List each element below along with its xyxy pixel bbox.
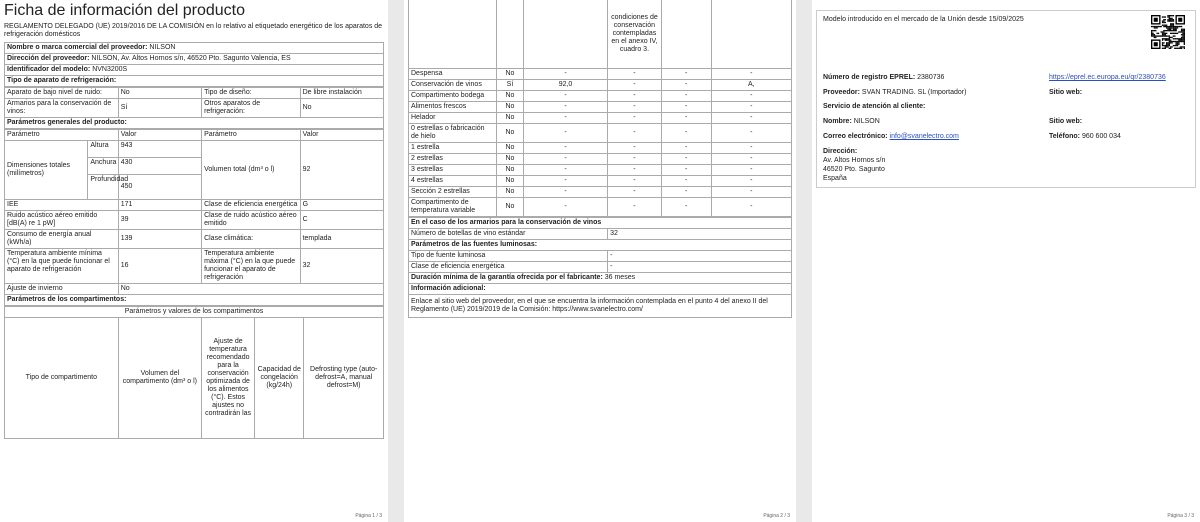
other-value: No xyxy=(300,99,383,118)
phone-value: 960 600 034 xyxy=(1081,133,1121,140)
table-row xyxy=(409,143,792,154)
comp-volume: - xyxy=(523,91,607,102)
wine-value: Sí xyxy=(118,99,201,118)
comp-yes-no: No xyxy=(497,102,524,113)
extra-table xyxy=(408,217,792,318)
address-row xyxy=(5,54,384,65)
comp-freeze: - xyxy=(661,113,711,124)
sheet-page-1 xyxy=(0,0,388,522)
phone-label: Teléfono: xyxy=(1049,133,1080,140)
comp-freeze: - xyxy=(661,80,711,91)
top-blank-5 xyxy=(711,0,791,69)
eprel-link[interactable]: https://eprel.ec.europa.eu/qr/2380736 xyxy=(1049,74,1166,81)
sheet-page-2 xyxy=(404,0,796,522)
col-value-2: Valor xyxy=(300,130,383,141)
top-blank-3 xyxy=(523,0,607,69)
comp-yes-no: No xyxy=(497,143,524,154)
supplier-row xyxy=(5,43,384,54)
table-row xyxy=(409,69,792,80)
type-table xyxy=(4,87,384,129)
light-type-value: - xyxy=(608,251,792,262)
comp-freeze: - xyxy=(661,102,711,113)
addr-line2: 46520 Pto. Sagunto xyxy=(823,166,885,173)
comp-defrost: - xyxy=(711,187,791,198)
comp-name: Compartimento de temperatura variable xyxy=(409,198,497,217)
info-url-link[interactable]: https://www.svanelectro.com/ xyxy=(552,306,643,313)
email-link[interactable]: info@svanelectro.com xyxy=(889,133,959,140)
width-label: Anchura xyxy=(88,158,118,175)
name-label: Nombre: xyxy=(823,118,852,125)
comp-temp: - xyxy=(608,165,662,176)
low-noise-value: No xyxy=(118,88,201,99)
noise-value: 39 xyxy=(118,211,201,230)
general-header: Parámetros generales del producto: xyxy=(5,118,384,129)
supplier-label: Nombre o marca comercial del proveedor: xyxy=(7,44,148,51)
ct-volume: Volumen del compartimento (dm³ o l) xyxy=(118,318,201,439)
consumption-value: 139 xyxy=(118,230,201,249)
winter-label: Ajuste de invierno xyxy=(5,284,119,295)
comp-name: Helador xyxy=(409,113,497,124)
design-value: De libre instalación xyxy=(300,88,383,99)
tmin-value: 16 xyxy=(118,249,201,284)
comp-volume: - xyxy=(523,176,607,187)
eclass-label: Clase de eficiencia energética xyxy=(202,200,301,211)
comp-name: Conservación de vinos xyxy=(409,80,497,91)
comp-defrost: - xyxy=(711,165,791,176)
comp-temp: - xyxy=(608,124,662,143)
table-row xyxy=(409,154,792,165)
comp-freeze: - xyxy=(661,69,711,80)
market-date: Modelo introducido en el mercado de la Unión desde 15/09/2025 xyxy=(823,16,1024,23)
qr-code-icon[interactable] xyxy=(1151,15,1185,49)
comp-defrost: - xyxy=(711,91,791,102)
light-header: Parámetros de las fuentes luminosas: xyxy=(409,240,792,251)
comp-temp: - xyxy=(608,113,662,124)
light-class-label: Clase de eficiencia energética xyxy=(409,262,608,273)
comp-temp: - xyxy=(608,102,662,113)
warranty-row xyxy=(409,273,792,284)
page-number: Página 3 / 3 xyxy=(1167,513,1194,519)
comp-freeze: - xyxy=(661,124,711,143)
comp-temp: - xyxy=(608,80,662,91)
ct-temp: Ajuste de temperatura recomendado para la conservación optimizada de los alimentos (°C). Estos ajustes no contradirán las xyxy=(202,318,255,439)
addr-line3: España xyxy=(823,175,847,182)
bottles-value: 32 xyxy=(608,229,792,240)
email-label: Correo electrónico: xyxy=(823,133,888,140)
p3-supplier-label: Proveedor: xyxy=(823,89,860,96)
comp-volume: - xyxy=(523,187,607,198)
comp-temp: - xyxy=(608,176,662,187)
regulation-text: REGLAMENTO DELEGADO (UE) 2019/2016 DE LA COMISIÓN en lo relativo al etiquetado energético de los aparatos de refrigeración domésticos xyxy=(4,23,383,38)
comp-freeze: - xyxy=(661,143,711,154)
web-label: Sitio web: xyxy=(1049,89,1083,96)
model-label: Identificador del modelo: xyxy=(7,66,91,73)
depth-label: Profundidad xyxy=(88,175,118,200)
climate-value: templada xyxy=(300,230,383,249)
comp-yes-no: No xyxy=(497,124,524,143)
light-class-value: - xyxy=(608,262,792,273)
tmax-value: 32 xyxy=(300,249,383,284)
comp-volume: - xyxy=(523,102,607,113)
width-value: 430 xyxy=(118,158,201,175)
comp-yes-no: No xyxy=(497,113,524,124)
bottles-label: Número de botellas de vino estándar xyxy=(409,229,608,240)
comp-yes-no: No xyxy=(497,69,524,80)
ct-freeze: Capacidad de congelación (kg/24h) xyxy=(255,318,304,439)
table-row xyxy=(409,113,792,124)
comp-volume: 92,0 xyxy=(523,80,607,91)
table-row xyxy=(409,187,792,198)
comp-name: Compartimento bodega xyxy=(409,91,497,102)
comp-yes-no: No xyxy=(497,187,524,198)
comp-name: Alimentos frescos xyxy=(409,102,497,113)
tmin-label: Temperatura ambiente mínima (°C) en la que puede funcionar el aparato de refrigeración xyxy=(5,249,119,284)
addr-label: Dirección: xyxy=(823,148,858,155)
comp-yes-no: No xyxy=(497,154,524,165)
model-row xyxy=(5,65,384,76)
comp-defrost: - xyxy=(711,124,791,143)
comp-name: 3 estrellas xyxy=(409,165,497,176)
comp-name: Sección 2 estrellas xyxy=(409,187,497,198)
comp-defrost: - xyxy=(711,198,791,217)
comp-defrost: - xyxy=(711,69,791,80)
table-row xyxy=(409,102,792,113)
address-label: Dirección del proveedor: xyxy=(7,55,90,62)
comp-freeze: - xyxy=(661,176,711,187)
consumption-label: Consumo de energía anual (kWh/a) xyxy=(5,230,119,249)
comp-yes-no: No xyxy=(497,165,524,176)
design-label: Tipo de diseño: xyxy=(202,88,301,99)
p3-supplier-value: SVAN TRADING. SL (Importador) xyxy=(861,89,967,96)
noise-label: Ruido acústico aéreo emitido [dB(A) re 1 pW] xyxy=(5,211,119,230)
eprel-label: Número de registro EPREL: xyxy=(823,74,916,81)
page-number: Página 1 / 3 xyxy=(355,513,382,519)
table-row xyxy=(409,124,792,143)
general-params-table xyxy=(4,129,384,306)
info-text: Enlace al sitio web del proveedor, en el que se encuentra la información contemplada en el punto 4 del anexo II del Reglamento (UE) 2019/2019 de la Comisión: xyxy=(411,298,768,313)
noiseclass-value: C xyxy=(300,211,383,230)
warranty-value: 36 meses xyxy=(604,274,636,281)
comp-name: Despensa xyxy=(409,69,497,80)
top-blank-2 xyxy=(497,0,524,69)
height-value: 943 xyxy=(118,141,201,158)
comp-volume: - xyxy=(523,143,607,154)
comp-yes-no: No xyxy=(497,176,524,187)
comp-defrost: - xyxy=(711,154,791,165)
comp-volume: - xyxy=(523,165,607,176)
sheet-page-3 xyxy=(812,0,1200,522)
comp-freeze: - xyxy=(661,165,711,176)
comp-defrost: - xyxy=(711,102,791,113)
col-param-2: Parámetro xyxy=(202,130,301,141)
page-title: Ficha de información del producto xyxy=(4,2,246,19)
comp-header: Parámetros de los compartimentos: xyxy=(5,295,384,306)
height-label: Altura xyxy=(88,141,118,158)
comp-freeze: - xyxy=(661,91,711,102)
ct-type: Tipo de compartimento xyxy=(5,318,119,439)
comp-yes-no: Sí xyxy=(497,80,524,91)
name-value: NILSON xyxy=(853,118,880,125)
comp-temp: - xyxy=(608,187,662,198)
comp-name: 0 estrellas o fabricación de hielo xyxy=(409,124,497,143)
info-header: Información adicional: xyxy=(409,284,792,295)
wine-header: En el caso de los armarios para la conservación de vinos xyxy=(409,218,792,229)
wine-label: Armarios para la conservación de vinos: xyxy=(5,99,119,118)
comp-temp: - xyxy=(608,143,662,154)
compartments-table xyxy=(408,0,792,217)
noiseclass-label: Clase de ruido acústico aéreo emitido xyxy=(202,211,301,230)
ct-defrost: Defrosting type (auto-defrost=A, manual defrost=M) xyxy=(304,318,384,439)
eei-label: IEE xyxy=(5,200,119,211)
comp-temp: - xyxy=(608,91,662,102)
comp-freeze: - xyxy=(661,187,711,198)
web2-label: Sitio web: xyxy=(1049,118,1083,125)
compartments-header-table xyxy=(4,306,384,439)
model-value: NVN3200S xyxy=(92,66,128,73)
comp-temp: - xyxy=(608,154,662,165)
col-param: Parámetro xyxy=(5,130,119,141)
comp-freeze: - xyxy=(661,198,711,217)
address-value: NILSON, Av. Altos Hornos s/n, 46520 Pto. Sagunto Valencia, ES xyxy=(91,55,291,62)
volume-value: 92 xyxy=(300,141,383,200)
addr-line1: Av. Altos Hornos s/n xyxy=(823,157,886,164)
top-blank-1 xyxy=(409,0,497,69)
comp-yes-no: No xyxy=(497,91,524,102)
top-blank-4 xyxy=(661,0,711,69)
low-noise-label: Aparato de bajo nivel de ruido: xyxy=(5,88,119,99)
col-value: Valor xyxy=(118,130,201,141)
depth-value: 450 xyxy=(118,175,201,200)
comp-volume: - xyxy=(523,124,607,143)
climate-label: Clase climática: xyxy=(202,230,301,249)
type-header: Tipo de aparato de refrigeración: xyxy=(5,76,384,87)
table-row xyxy=(409,165,792,176)
top-conditions-cell: condiciones de conservación contempladas en el anexo IV, cuadro 3. xyxy=(608,0,662,69)
winter-value: No xyxy=(118,284,383,295)
light-type-label: Tipo de fuente luminosa xyxy=(409,251,608,262)
comp-temp: - xyxy=(608,198,662,217)
comp-volume: - xyxy=(523,113,607,124)
comp-defrost: - xyxy=(711,113,791,124)
comp-volume: - xyxy=(523,198,607,217)
supplier-table xyxy=(4,42,384,87)
comp-name: 1 estrella xyxy=(409,143,497,154)
supplier-value: NILSON xyxy=(149,44,176,51)
comp-freeze: - xyxy=(661,154,711,165)
table-row xyxy=(409,198,792,217)
comp-subheader: Parámetros y valores de los compartimentos xyxy=(5,307,384,318)
table-row xyxy=(409,80,792,91)
comp-volume: - xyxy=(523,69,607,80)
other-label: Otros aparatos de refrigeración: xyxy=(202,99,301,118)
table-row xyxy=(409,176,792,187)
comp-temp: - xyxy=(608,69,662,80)
page-number: Página 2 / 3 xyxy=(763,513,790,519)
eprel-value: 2380736 xyxy=(917,74,945,81)
comp-defrost: - xyxy=(711,176,791,187)
volume-label: Volumen total (dm³ o l) xyxy=(202,141,301,200)
table-row xyxy=(409,91,792,102)
eei-value: 171 xyxy=(118,200,201,211)
warranty-label: Duración mínima de la garantía ofrecida por el fabricante: xyxy=(411,274,603,281)
comp-volume: - xyxy=(523,154,607,165)
comp-name: 2 estrellas xyxy=(409,154,497,165)
comp-defrost: - xyxy=(711,143,791,154)
comp-name: 4 estrellas xyxy=(409,176,497,187)
comp-defrost: A, xyxy=(711,80,791,91)
service-header: Servicio de atención al cliente: xyxy=(823,103,926,110)
registration-box xyxy=(816,10,1196,188)
tmax-label: Temperatura ambiente máxima (°C) en la que puede funcionar el aparato de refrigeración xyxy=(202,249,301,284)
eclass-value: G xyxy=(300,200,383,211)
dims-label: Dimensiones totales (milímetros) xyxy=(5,141,88,200)
info-row xyxy=(409,295,792,318)
comp-yes-no: No xyxy=(497,198,524,217)
